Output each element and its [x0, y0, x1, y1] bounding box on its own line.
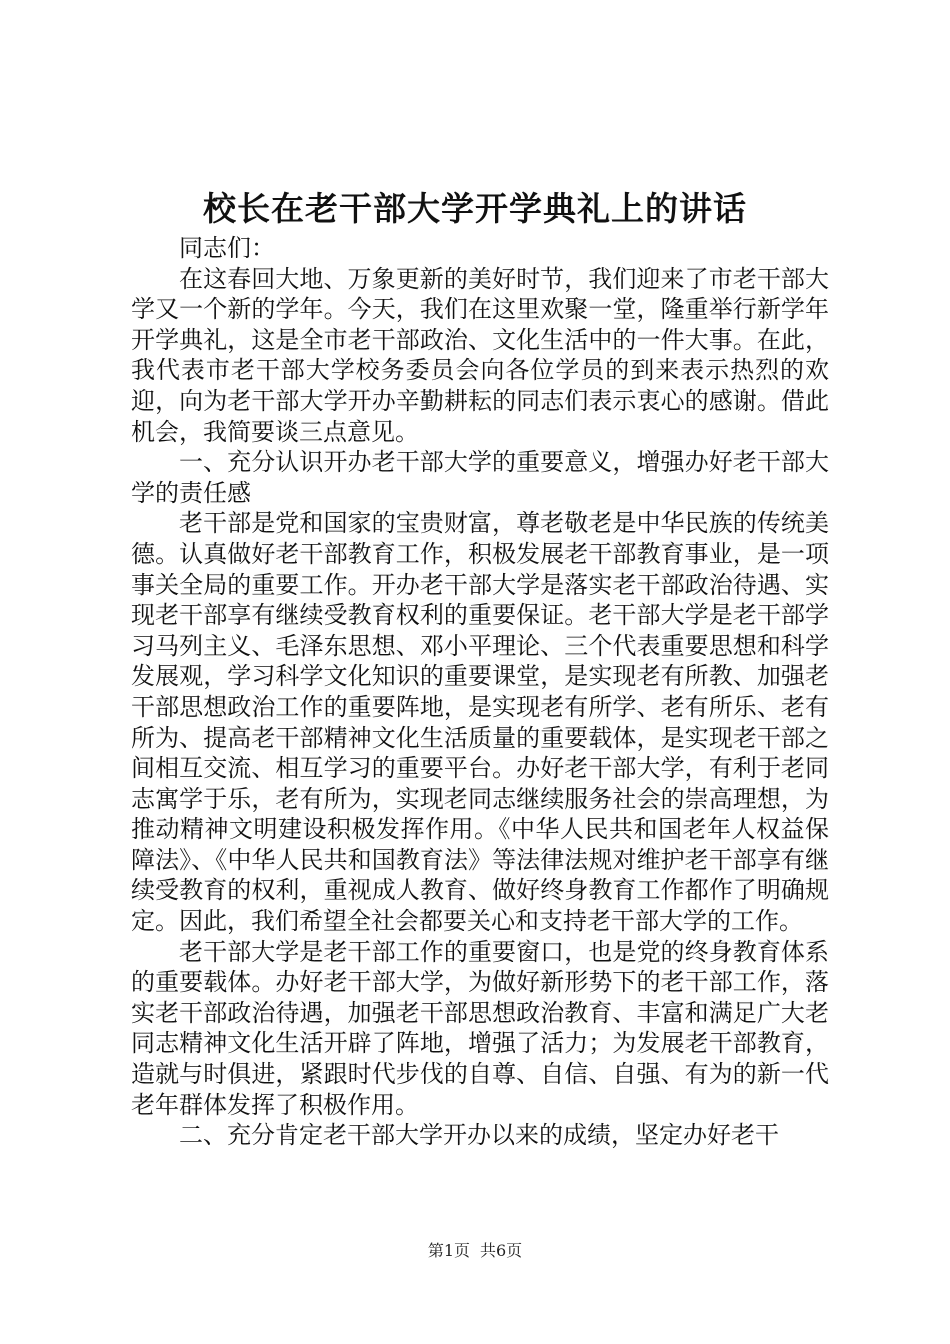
document-body: [131, 233, 829, 1151]
page-number: 第1页: [427, 1241, 470, 1260]
section-heading: 二、充分肯定老干部大学开办以来的成绩，坚定办好老干: [179, 1121, 779, 1150]
page-total: 共6页: [480, 1241, 523, 1260]
document-title: 校长在老干部大学开学典礼上的讲话: [203, 189, 747, 228]
body-paragraph: 老干部大学是老干部工作的重要窗口，也是党的终身教育体系的重要载体。办好老干部大学，为做好新形势下的老干部工作，落实老干部政治待遇，加强老干部思想政治教育、丰富和满足广大老同志精神文化生活开辟了阵地，增强了活力；为发展老干部教育，造就与时俱进，紧跟时代步伐的自尊、自信、自强、有为的新一代老年群体发挥了积极作用。: [131, 937, 829, 1119]
salutation-paragraph: 同志们：: [179, 234, 275, 262]
section-heading: 一、充分认识开办老干部大学的重要意义，增强办好老干部大学的责任感: [131, 448, 829, 507]
body-paragraph: 在这春回大地、万象更新的美好时节，我们迎来了市老干部大学又一个新的学年。今天，我们在这里欢聚一堂，隆重举行新学年开学典礼，这是全市老干部政治、文化生活中的一件大事。在此，我代表市老干部大学校务委员会向各位学员的到来表示热烈的欢迎，向为老干部大学开办辛勤耕耘的同志们表示衷心的感谢。借此机会，我简要谈三点意见。: [131, 264, 829, 446]
body-paragraph: 老干部是党和国家的宝贵财富，尊老敬老是中华民族的传统美德。认真做好老干部教育工作，积极发展老干部教育事业，是一项事关全局的重要工作。开办老干部大学是落实老干部政治待遇、实现老干部享有继续受教育权利的重要保证。老干部大学是老干部学习马列主义、毛泽东思想、邓小平理论、三个代表重要思想和科学发展观，学习科学文化知识的重要课堂，是实现老有所教、加强老干部思想政治工作的重要阵地，是实现老有所学、老有所乐、老有所为、提高老干部精神文化生活质量的重要载体，是实现老干部之间相互交流、相互学习的重要平台。办好老干部大学，有利于老同志寓学于乐，老有所为，实现老同志继续服务社会的崇高理想，为推动精神文明建设积极发挥作用。《中华人民共和国老年人权益保障法》、《中华人民共和国教育法》等法律法规对维护老干部享有继续受教育的权利，重视成人教育、做好终身教育工作都作了明确规定。因此，我们希望全社会都要关心和支持老干部大学的工作。: [131, 509, 829, 936]
page-footer: [0, 1240, 950, 1262]
